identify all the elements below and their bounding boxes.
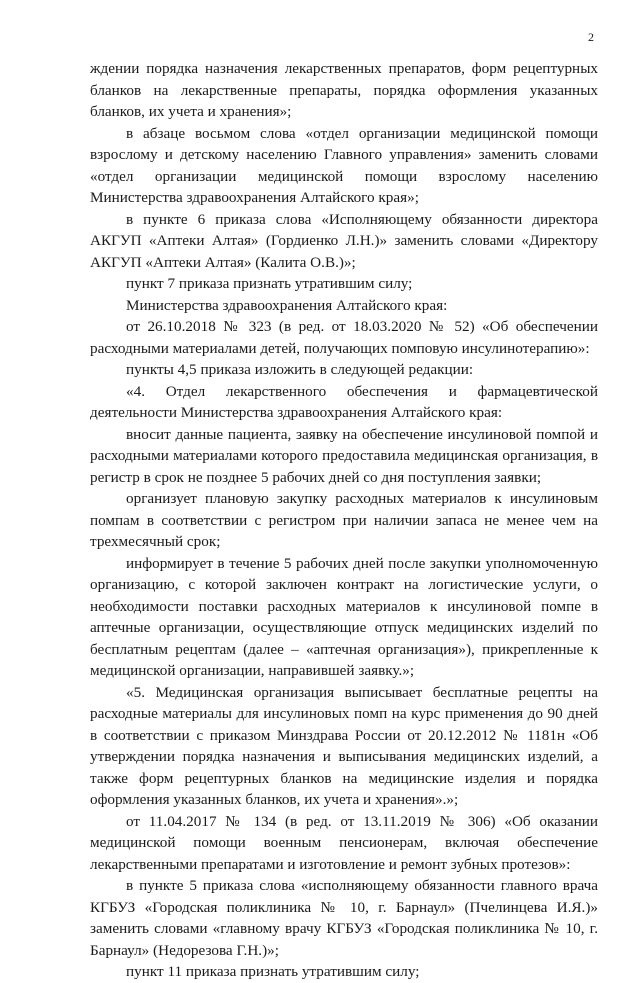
paragraph: ждении порядка назначения лекарственных препаратов, форм рецептурных бланков на лекарственные препараты, порядка оформления указанных бланков, их учета и хранения»; (90, 60, 598, 120)
paragraph: пункт 7 приказа признать утратившим силу; (126, 275, 413, 292)
paragraph: пункт 11 приказа признать утратившим силу; (126, 963, 420, 980)
paragraph: в пункте 6 приказа слова «Исполняющему обязанности директора АКГУП «Аптеки Алтая» (Гордиенко Л.Н.)» заменить словами «Директору АКГУП «Аптеки Алтая» (Калита О.В.)»; (90, 210, 598, 271)
paragraph: от 26.10.2018 № 323 (в ред. от 18.03.2020 № 52) «Об обеспечении расходными материалами детей, получающих помповую инсулинотерапию»: (90, 318, 598, 357)
page-number: 2 (588, 30, 594, 44)
paragraph: информирует в течение 5 рабочих дней после закупки уполномоченную организацию, с которой заключен контракт на логистические услуги, о необходимости поставки расходных материалов к инсулиновой помпе в аптечные организации, осуществляющие отпуск медицинских изделий по бесплатным рецептам (далее – «аптечная организация»), прикрепленные к медицинской организации, направившей заявку.»; (90, 554, 598, 679)
paragraph: вносит данные пациента, заявку на обеспечение инсулиновой помпой и расходными материалами которого предоставила медицинская организация, в регистр в срок не позднее 5 рабочих дней со дня поступления заявки; (90, 425, 598, 486)
document-body (90, 58, 598, 983)
paragraph: «5. Медицинская организация выписывает бесплатные рецепты на расходные материалы для инсулиновых помп на курс применения до 90 дней в соответствии с приказом Минздрава России от 20.12.2012 № 1181н «Об утверждении порядка назначения и выписывания медицинских изделий, а также форм рецептурных бланков на медицинские изделия и порядка оформления указанных бланков, их учета и хранения».»; (90, 683, 598, 808)
paragraph: от 11.04.2017 № 134 (в ред. от 13.11.2019 № 306) «Об оказании медицинской помощи военным пенсионерам, включая обеспечение лекарственными препаратами и изготовление и ремонт зубных протезов»: (90, 812, 598, 873)
paragraph: пункты 4,5 приказа изложить в следующей редакции: (126, 361, 474, 378)
paragraph: Министерства здравоохранения Алтайского края: (126, 296, 448, 314)
paragraph: в абзаце восьмом слова «отдел организации медицинской помощи взрослому и детскому населению Главного управления» заменить словами «отдел организации медицинской помощи взрослому населению Министерства здравоохранения Алтайского края»; (90, 124, 598, 206)
paragraph: в пункте 5 приказа слова «исполняющему обязанности главного врача КГБУЗ «Городская поликлиника № 10, г. Барнаул» (Пчелинцева И.Я.)» заменить словами «главному врачу КГБУЗ «Городская поликлиника № 10, г. Барнаул» (Недорезова Г.Н.)»; (90, 877, 598, 959)
paragraph: «4. Отдел лекарственного обеспечения и фармацевтической деятельности Министерства здравоохранения Алтайского края: (90, 382, 598, 421)
paragraph: организует плановую закупку расходных материалов к инсулиновым помпам в соответствии с регистром при наличии запаса не менее чем на трехмесячный срок; (90, 490, 598, 550)
